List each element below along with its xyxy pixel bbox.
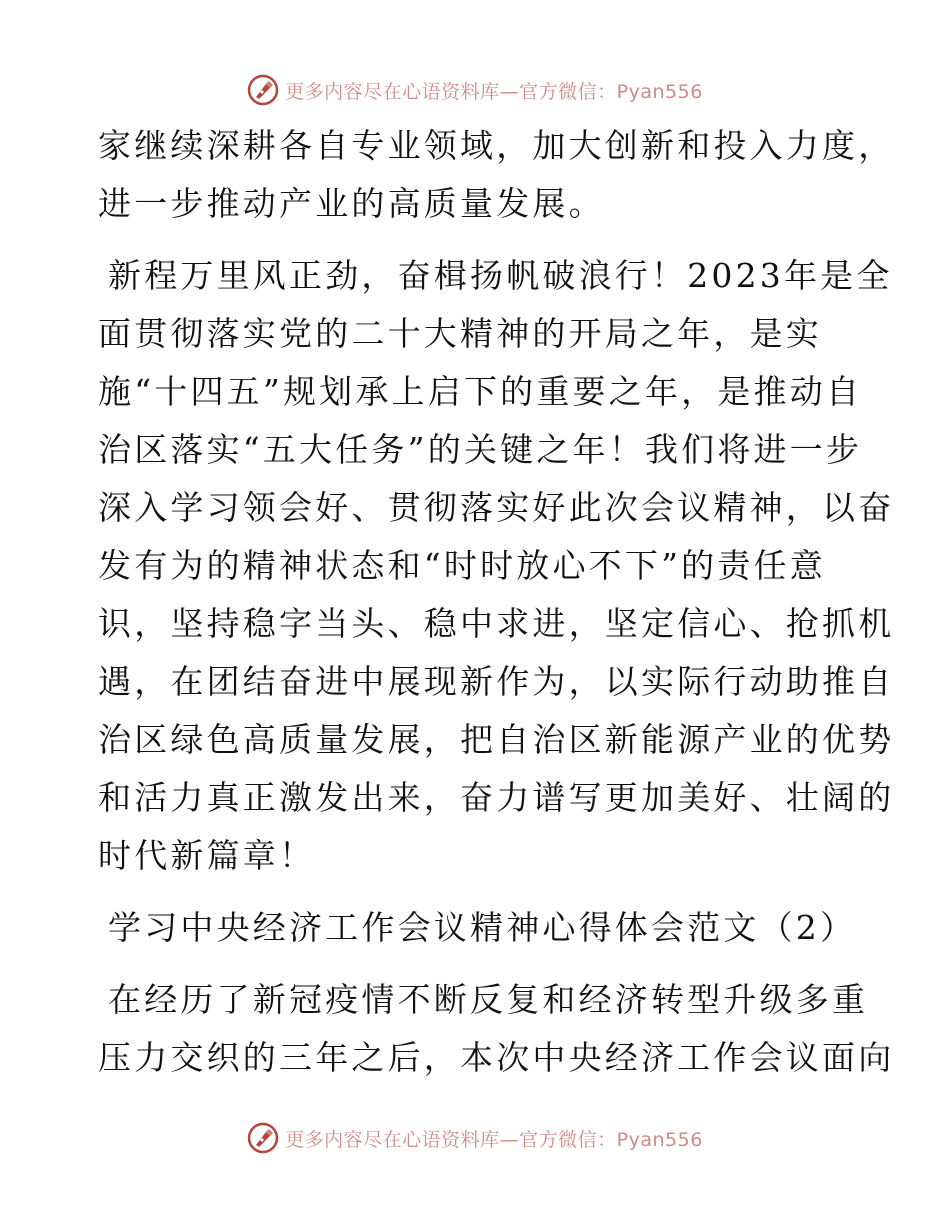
text-line: 施“十四五”规划承上启下的重要之年，是推动自 [98, 372, 863, 411]
text-line: 新程万里风正劲，奋楫扬帆破浪行！2023年是全 [108, 256, 893, 295]
watermark-text: 更多内容尽在心语资料库—官方微信：Pyan556 [285, 80, 703, 103]
text-line: 治区绿色高质量发展，把自治区新能源产业的优势 [98, 720, 895, 759]
text-line: 进一步推动产业的高质量发展。 [98, 184, 605, 223]
pen-nib-logo-icon [247, 74, 279, 106]
pen-nib-logo-icon [247, 1122, 279, 1154]
header-watermark-banner [0, 70, 950, 110]
paragraph-2 [98, 247, 895, 885]
footer-watermark-banner [0, 1118, 950, 1158]
text-line: 在经历了新冠疫情不断反复和经济转型升级多重 [108, 980, 869, 1019]
section-heading [98, 899, 858, 957]
text-line: 家继续深耕各自专业领域，加大创新和投入力度， [98, 126, 895, 165]
heading-text: 学习中央经济工作会议精神心得体会范文（2） [108, 908, 857, 947]
text-line: 压力交织的三年之后，本次中央经济工作会议面向 [98, 1038, 895, 1077]
paragraph-3 [98, 971, 895, 1087]
text-line: 和活力真正激发出来，奋力谱写更加美好、壮阔的 [98, 778, 895, 817]
text-line: 发有为的精神状态和“时时放心不下”的责任意 [98, 546, 826, 585]
paragraph-1 [98, 117, 895, 233]
text-line: 面贯彻落实党的二十大精神的开局之年，是实 [98, 314, 822, 353]
text-line: 治区落实“五大任务”的关键之年！我们将进一步 [98, 430, 863, 469]
text-line: 深入学习领会好、贯彻落实好此次会议精神，以奋 [98, 488, 895, 527]
text-line: 识，坚持稳字当头、稳中求进，坚定信心、抢抓机 [98, 604, 895, 643]
watermark-text: 更多内容尽在心语资料库—官方微信：Pyan556 [285, 1128, 703, 1151]
document-body [98, 117, 895, 1087]
text-line: 时代新篇章！ [98, 836, 316, 875]
text-line: 遇，在团结奋进中展现新作为，以实际行动助推自 [98, 662, 895, 701]
